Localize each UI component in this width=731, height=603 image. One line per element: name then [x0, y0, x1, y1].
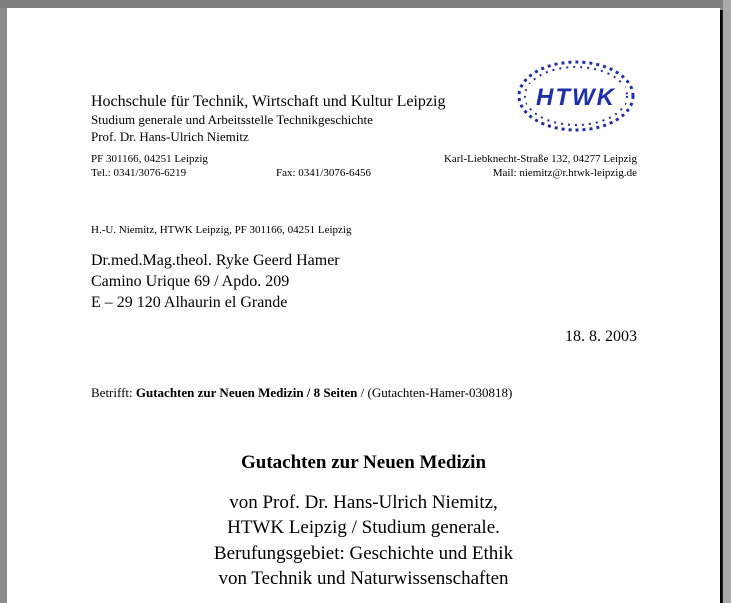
- byline-line: HTWK Leipzig / Studium generale.: [227, 517, 500, 538]
- viewer-scrollbar[interactable]: [723, 0, 731, 603]
- recipient-name: Dr.med.Mag.theol. Ryke Geerd Hamer: [91, 252, 340, 269]
- recipient-street: Camino Urique 69 / Apdo. 209: [91, 273, 290, 290]
- institution-name: Hochschule für Technik, Wirtschaft und Kultur Leipzig: [91, 93, 446, 110]
- department-name: Studium generale und Arbeitsstelle Technikgeschichte: [91, 112, 373, 127]
- document-page: [7, 8, 720, 603]
- page-shadow: [720, 10, 723, 603]
- street-address: Karl-Liebknecht-Straße 132, 04277 Leipzig: [443, 153, 637, 165]
- recipient-city: E – 29 120 Alhaurin el Grande: [91, 294, 288, 311]
- byline-line: von Technik und Naturwissenschaften: [218, 568, 509, 589]
- byline-line: von Prof. Dr. Hans-Ulrich Niemitz,: [229, 492, 498, 513]
- viewer-top-strip: [0, 0, 731, 8]
- subject-title: Gutachten zur Neuen Medizin / 8 Seiten: [135, 385, 358, 400]
- fax-number: Fax: 0341/3076-6456: [276, 167, 372, 179]
- document-title: Gutachten zur Neuen Medizin: [240, 452, 487, 473]
- svg-text:HTWK: HTWK: [536, 84, 616, 111]
- subject-suffix: / (Gutachten-Hamer-030818): [357, 385, 513, 400]
- byline-line: Berufungsgebiet: Geschichte und Ethik: [213, 543, 514, 564]
- professor-name: Prof. Dr. Hans-Ulrich Niemitz: [91, 129, 249, 144]
- htwk-logo: [517, 60, 635, 132]
- phone-number: Tel.: 0341/3076-6219: [91, 167, 187, 179]
- subject-line: [91, 385, 512, 401]
- email-address: Mail: niemitz@r.htwk-leipzig.de: [492, 167, 637, 179]
- letter-date: 18. 8. 2003: [565, 328, 637, 345]
- sender-line: H.-U. Niemitz, HTWK Leipzig, PF 301166, 04251 Leipzig: [91, 224, 352, 236]
- subject-prefix: Betrifft:: [91, 385, 136, 400]
- po-box: PF 301166, 04251 Leipzig: [91, 153, 208, 165]
